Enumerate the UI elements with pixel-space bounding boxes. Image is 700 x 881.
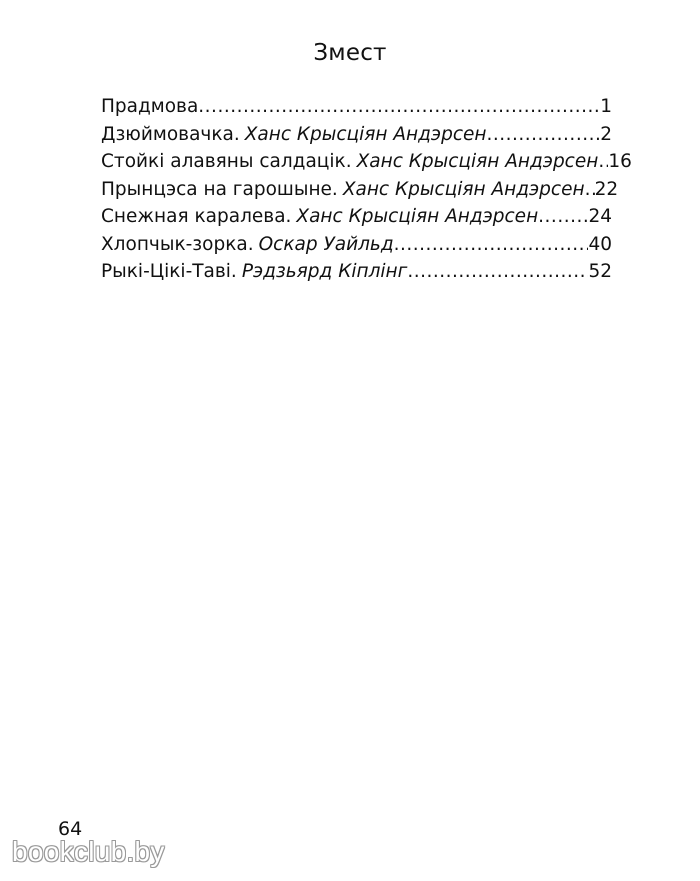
toc-entry — [101, 178, 619, 207]
toc-leader-dots — [394, 234, 589, 255]
toc-leader-dots — [198, 96, 600, 117]
toc-entry-author: Ханс Крысціян Андэрсен — [244, 123, 487, 145]
toc-leader-dots — [585, 179, 595, 200]
toc-entry-page: 1 — [600, 96, 612, 117]
toc-entry-title: Хлопчык-зорка. — [101, 233, 254, 255]
toc-entry-page: 2 — [600, 123, 612, 145]
toc-entry-title: Рыкі-Цікі-Таві. — [101, 261, 237, 282]
toc-leader-dots — [407, 261, 588, 282]
toc-entry-page: 40 — [588, 233, 612, 255]
toc-entry-title: Прынцэса на гарошыне. — [101, 178, 338, 200]
toc-entry — [101, 151, 632, 179]
toc-leader-dots — [486, 124, 600, 145]
toc-entry-title: Дзюймовачка. — [101, 123, 240, 145]
toc-entry-author: Ханс Крысціян Андэрсен — [296, 206, 539, 227]
toc-entry-title: Прадмова — [101, 96, 199, 117]
page-title: Змест — [313, 40, 387, 66]
toc-entry-author: Рэдзьярд Кіплінг — [241, 261, 408, 282]
toc-entry-page: 52 — [588, 261, 612, 282]
toc-entry — [101, 96, 612, 124]
toc-leader-dots — [598, 151, 608, 172]
toc-entry-title: Снежная каралева. — [101, 206, 292, 227]
toc-entry-author: Ханс Крысціян Андэрсен — [356, 151, 599, 172]
watermark: bookclub.by — [12, 836, 165, 867]
toc-entry-page: 16 — [608, 151, 632, 172]
toc-entry-page: 24 — [588, 206, 612, 227]
toc-entry — [101, 261, 612, 289]
table-of-contents — [101, 96, 632, 289]
toc-entry — [101, 124, 612, 152]
toc-entry-author: Оскар Уайльд — [258, 233, 394, 255]
toc-entry-page: 22 — [594, 178, 619, 200]
toc-leader-dots — [538, 206, 588, 227]
toc-entry-title: Стойкі алавяны салдацік. — [101, 151, 352, 172]
toc-entry — [101, 234, 612, 262]
toc-entry-author: Ханс Крысціян Андэрсен — [342, 178, 585, 200]
page-number: 64 — [58, 818, 83, 840]
toc-entry — [101, 206, 612, 234]
